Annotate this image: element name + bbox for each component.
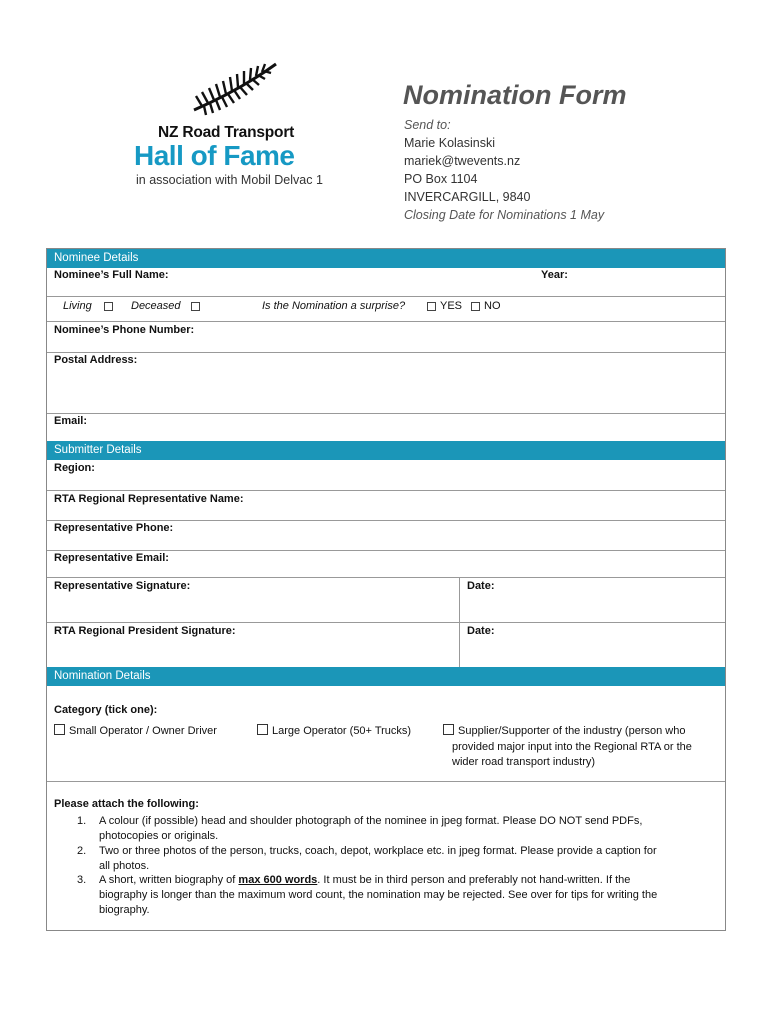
rep-phone-label: Representative Phone: (54, 522, 174, 534)
yes-checkbox[interactable] (427, 302, 436, 311)
send-to-label: Send to: (404, 118, 451, 132)
living-checkbox[interactable] (104, 302, 113, 311)
closing-date: Closing Date for Nominations 1 May (404, 208, 605, 222)
contact-name: Marie Kolasinski (404, 136, 496, 150)
region-label: Region: (54, 462, 95, 474)
nominee-section-header: Nominee Details (47, 249, 725, 268)
deceased-checkbox[interactable] (191, 302, 200, 311)
contact-email: mariek@twevents.nz (404, 154, 521, 168)
year-label: Year: (541, 269, 568, 281)
nomination-section-header: Nomination Details (47, 667, 725, 686)
no-checkbox[interactable] (471, 302, 480, 311)
small-operator-checkbox[interactable] (54, 724, 65, 735)
president-signature-label: RTA Regional President Signature: (54, 625, 236, 637)
logo (134, 60, 354, 190)
email-label: Email: (54, 415, 88, 427)
submitter-section-header: Submitter Details (47, 441, 725, 460)
logo-line1: NZ Road Transport (158, 124, 295, 141)
full-name-label: Nominee’s Full Name: (54, 269, 169, 281)
fern-icon (192, 60, 282, 116)
max-words-emphasis: max 600 words (238, 874, 318, 886)
no-option[interactable]: NO (467, 300, 501, 312)
supplier-checkbox[interactable] (443, 724, 454, 735)
logo-line3: in association with Mobil Delvac 1 (136, 173, 323, 187)
send-to-block (404, 116, 604, 224)
list-item: 1. A colour (if possible) head and shoulder photograph of the nominee in jpeg format. Please DO NOT send PDFs, photocopies or originals. (77, 815, 643, 842)
page-title: Nomination Form (403, 80, 627, 110)
small-operator-option[interactable]: Small Operator / Owner Driver (54, 724, 217, 737)
phone-label: Nominee’s Phone Number: (54, 324, 195, 336)
list-item: 3. A short, written biography of max 600 words. It must be in third person and preferably not hand-written. If the biography is longer than the maximum word count, the nomination may be rejected. See over for tips for writing the biography. (77, 874, 658, 916)
yes-option[interactable]: YES (423, 300, 462, 312)
nomination-form (46, 248, 726, 931)
surprise-question: Is the Nomination a surprise? (262, 300, 406, 312)
city: INVERCARGILL, 9840 (404, 190, 531, 204)
attach-heading: Please attach the following: (54, 798, 199, 810)
living-option[interactable]: Living (63, 300, 117, 312)
rep-email-label: Representative Email: (54, 552, 169, 564)
logo-line2: Hall of Fame (134, 140, 295, 171)
large-operator-option[interactable]: Large Operator (50+ Trucks) (257, 724, 411, 737)
deceased-option[interactable]: Deceased (131, 300, 204, 312)
rep-name-label: RTA Regional Representative Name: (54, 493, 244, 505)
rep-signature-label: Representative Signature: (54, 580, 191, 592)
date-label-2: Date: (467, 625, 495, 637)
supplier-option[interactable]: Supplier/Supporter of the industry (person who provided major input into the Regional RTA or the wider road transport industry) (443, 724, 692, 771)
po-box: PO Box 1104 (404, 172, 478, 186)
date-label-1: Date: (467, 580, 495, 592)
list-item: 2. Two or three photos of the person, trucks, coach, depot, workplace etc. in jpeg format. Please provide a caption for all photos. (77, 845, 657, 872)
category-label: Category (tick one): (54, 704, 158, 716)
large-operator-checkbox[interactable] (257, 724, 268, 735)
postal-label: Postal Address: (54, 354, 138, 366)
